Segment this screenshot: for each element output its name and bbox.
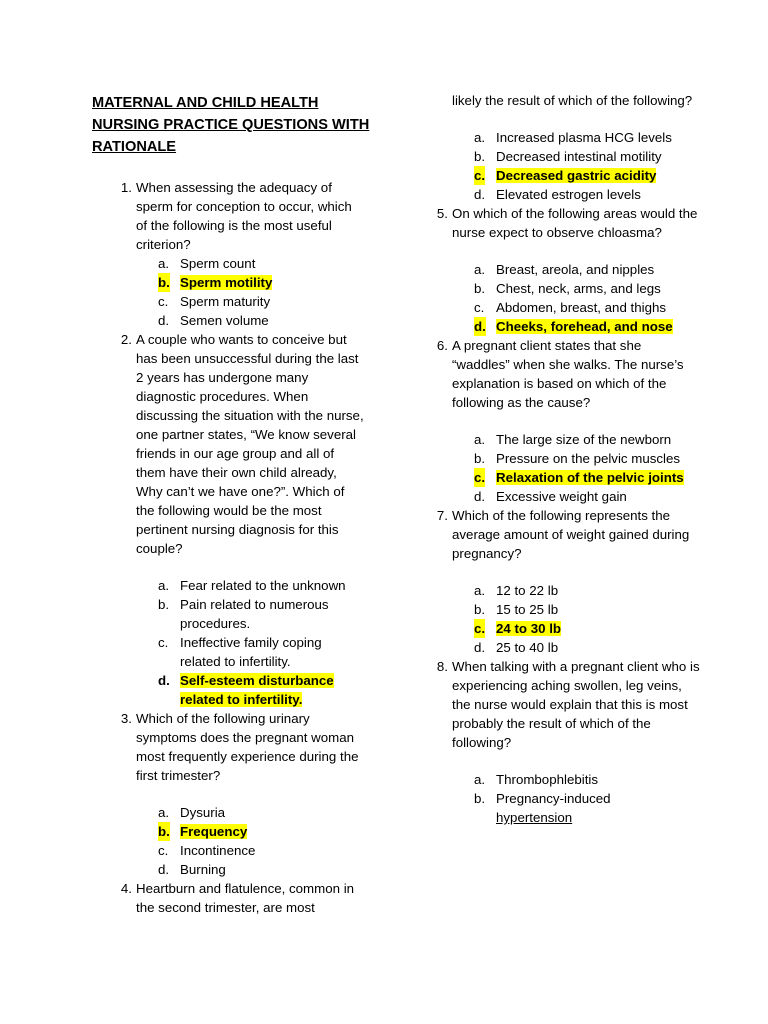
option-letter: c. <box>158 635 169 650</box>
correct-answer-option <box>158 671 348 709</box>
option-letter: c. <box>474 621 486 636</box>
right-column <box>428 91 728 827</box>
correct-answer-option <box>474 317 684 336</box>
question-text: Which of the following represents the average amount of weight gained during pregnancy? <box>452 508 690 561</box>
question-text: A pregnant client states that she “waddles” when she walks. The nurse’s explanation is based on which of the following as the cause? <box>452 338 684 410</box>
option-text: Cheeks, forehead, and nose <box>496 319 673 334</box>
option-letter: b. <box>474 149 486 164</box>
correct-answer-option <box>158 273 348 292</box>
answer-options <box>428 128 728 204</box>
page-title: MATERNAL AND CHILD HEALTH NURSING PRACTICE QUESTIONS WITH RATIONALE <box>92 95 370 155</box>
option-letter: d. <box>474 489 486 504</box>
option-letter: c. <box>158 294 169 309</box>
option-text: 15 to 25 lb <box>496 602 559 617</box>
answer-option <box>474 449 684 468</box>
option-text-continued: hypertension <box>496 810 573 825</box>
option-text: Pressure on the pelvic muscles <box>496 451 681 466</box>
option-text: Ineffective family coping related to infertility. <box>180 635 322 669</box>
option-text: Dysuria <box>180 805 226 820</box>
option-text: 25 to 40 lb <box>496 640 559 655</box>
option-text: Self-esteem disturbance related to infertility. <box>180 673 334 707</box>
option-text: Pregnancy-induced <box>496 791 611 806</box>
question-5 <box>428 204 728 242</box>
answer-options <box>92 254 382 330</box>
correct-answer-option <box>474 166 684 185</box>
correct-answer-option <box>158 822 348 841</box>
option-text: Abdomen, breast, and thighs <box>496 300 667 315</box>
option-letter: b. <box>158 275 170 290</box>
question-1 <box>92 178 382 254</box>
question-number: 1. <box>120 180 132 195</box>
option-letter: c. <box>474 300 485 315</box>
answer-options <box>428 770 728 827</box>
option-text: Increased plasma HCG levels <box>496 130 672 145</box>
option-letter: a. <box>158 256 170 271</box>
option-text: Relaxation of the pelvic joints <box>496 470 684 485</box>
answer-options <box>92 576 382 709</box>
question-number: 6. <box>436 338 448 353</box>
option-letter: b. <box>474 602 486 617</box>
answer-option <box>158 292 348 311</box>
option-text: Thrombophlebitis <box>496 772 598 787</box>
option-letter: c. <box>158 843 169 858</box>
question-4 <box>92 879 382 917</box>
answer-option <box>474 600 684 619</box>
answer-option <box>158 576 348 595</box>
answer-option <box>474 770 684 789</box>
option-text: Breast, areola, and nipples <box>496 262 655 277</box>
option-text: Incontinence <box>180 843 256 858</box>
option-text: 12 to 22 lb <box>496 583 559 598</box>
option-text: Decreased gastric acidity <box>496 168 657 183</box>
answer-option <box>158 803 348 822</box>
option-text: Semen volume <box>180 313 269 328</box>
option-letter: d. <box>158 673 170 688</box>
answer-option <box>158 860 348 879</box>
answer-option <box>158 311 348 330</box>
left-column <box>92 92 382 917</box>
answer-option <box>158 841 348 860</box>
option-text: Fear related to the unknown <box>180 578 346 593</box>
option-letter: a. <box>474 583 486 598</box>
answer-options <box>428 260 728 336</box>
answer-options <box>92 803 382 879</box>
option-text: Sperm maturity <box>180 294 271 309</box>
question-6 <box>428 336 728 412</box>
question-text: Heartburn and flatulence, common in the second trimester, are most <box>136 881 355 915</box>
question-text: When talking with a pregnant client who is experiencing aching swollen, leg veins, the nurse would explain that this is most probably the result of which of the following? <box>452 659 700 750</box>
question-number: 3. <box>120 711 132 726</box>
option-text: Elevated estrogen levels <box>496 187 641 202</box>
option-letter: a. <box>158 805 170 820</box>
answer-option <box>474 581 684 600</box>
question-8 <box>428 657 728 752</box>
option-letter: a. <box>474 262 486 277</box>
option-letter: b. <box>474 281 486 296</box>
answer-option <box>474 430 684 449</box>
question-text-continued: likely the result of which of the following? <box>452 93 693 108</box>
answer-options <box>428 430 728 506</box>
option-letter: a. <box>474 432 486 447</box>
option-text: Excessive weight gain <box>496 489 627 504</box>
option-letter: d. <box>474 640 486 655</box>
option-text: Burning <box>180 862 226 877</box>
option-text: Decreased intestinal motility <box>496 149 662 164</box>
correct-answer-option <box>474 468 684 487</box>
question-number: 4. <box>120 881 132 896</box>
answer-option <box>158 254 348 273</box>
option-letter: d. <box>158 862 170 877</box>
question-number: 5. <box>436 206 448 221</box>
answer-options <box>428 581 728 657</box>
question-7 <box>428 506 728 563</box>
option-letter: a. <box>474 772 486 787</box>
option-text: Frequency <box>180 824 248 839</box>
option-text: The large size of the newborn <box>496 432 672 447</box>
answer-option <box>474 147 684 166</box>
question-number: 2. <box>120 332 132 347</box>
option-text: Pain related to numerous procedures. <box>180 597 329 631</box>
correct-answer-option <box>474 619 684 638</box>
option-letter: b. <box>158 597 170 612</box>
answer-option <box>474 789 684 827</box>
option-text: Chest, neck, arms, and legs <box>496 281 661 296</box>
option-letter: b. <box>158 824 170 839</box>
answer-option <box>474 638 684 657</box>
option-letter: b. <box>474 791 486 806</box>
option-letter: c. <box>474 470 486 485</box>
option-text: Sperm count <box>180 256 256 271</box>
question-3 <box>92 709 382 785</box>
answer-option <box>474 487 684 506</box>
question-2 <box>92 330 382 558</box>
option-letter: c. <box>474 168 486 183</box>
question-number: 8. <box>436 659 448 674</box>
question-text: A couple who wants to conceive but has been unsuccessful during the last 2 years has undergone many diagnostic procedures. When discussing the situation with the nurse, one partner states, “We know several friends in our age group and all of them have their own child already, Why can’t we have one?”. Which of the following would be the most pertinent nursing diagnosis for this couple? <box>136 332 364 556</box>
option-text: Sperm motility <box>180 275 273 290</box>
option-letter: d. <box>474 319 486 334</box>
question-text: On which of the following areas would the nurse expect to observe chloasma? <box>452 206 698 240</box>
answer-option <box>158 595 348 633</box>
option-letter: d. <box>158 313 170 328</box>
option-letter: a. <box>474 130 486 145</box>
option-letter: a. <box>158 578 170 593</box>
option-letter: b. <box>474 451 486 466</box>
answer-option <box>474 128 684 147</box>
question-text: When assessing the adequacy of sperm for conception to occur, which of the following is the most useful criterion? <box>136 180 352 252</box>
question-text: Which of the following urinary symptoms does the pregnant woman most frequently experience during the first trimester? <box>136 711 359 783</box>
answer-option <box>158 633 348 671</box>
answer-option <box>474 260 684 279</box>
option-text: 24 to 30 lb <box>496 621 562 636</box>
option-letter: d. <box>474 187 486 202</box>
answer-option <box>474 185 684 204</box>
answer-option <box>474 279 684 298</box>
question-number: 7. <box>436 508 448 523</box>
answer-option <box>474 298 684 317</box>
